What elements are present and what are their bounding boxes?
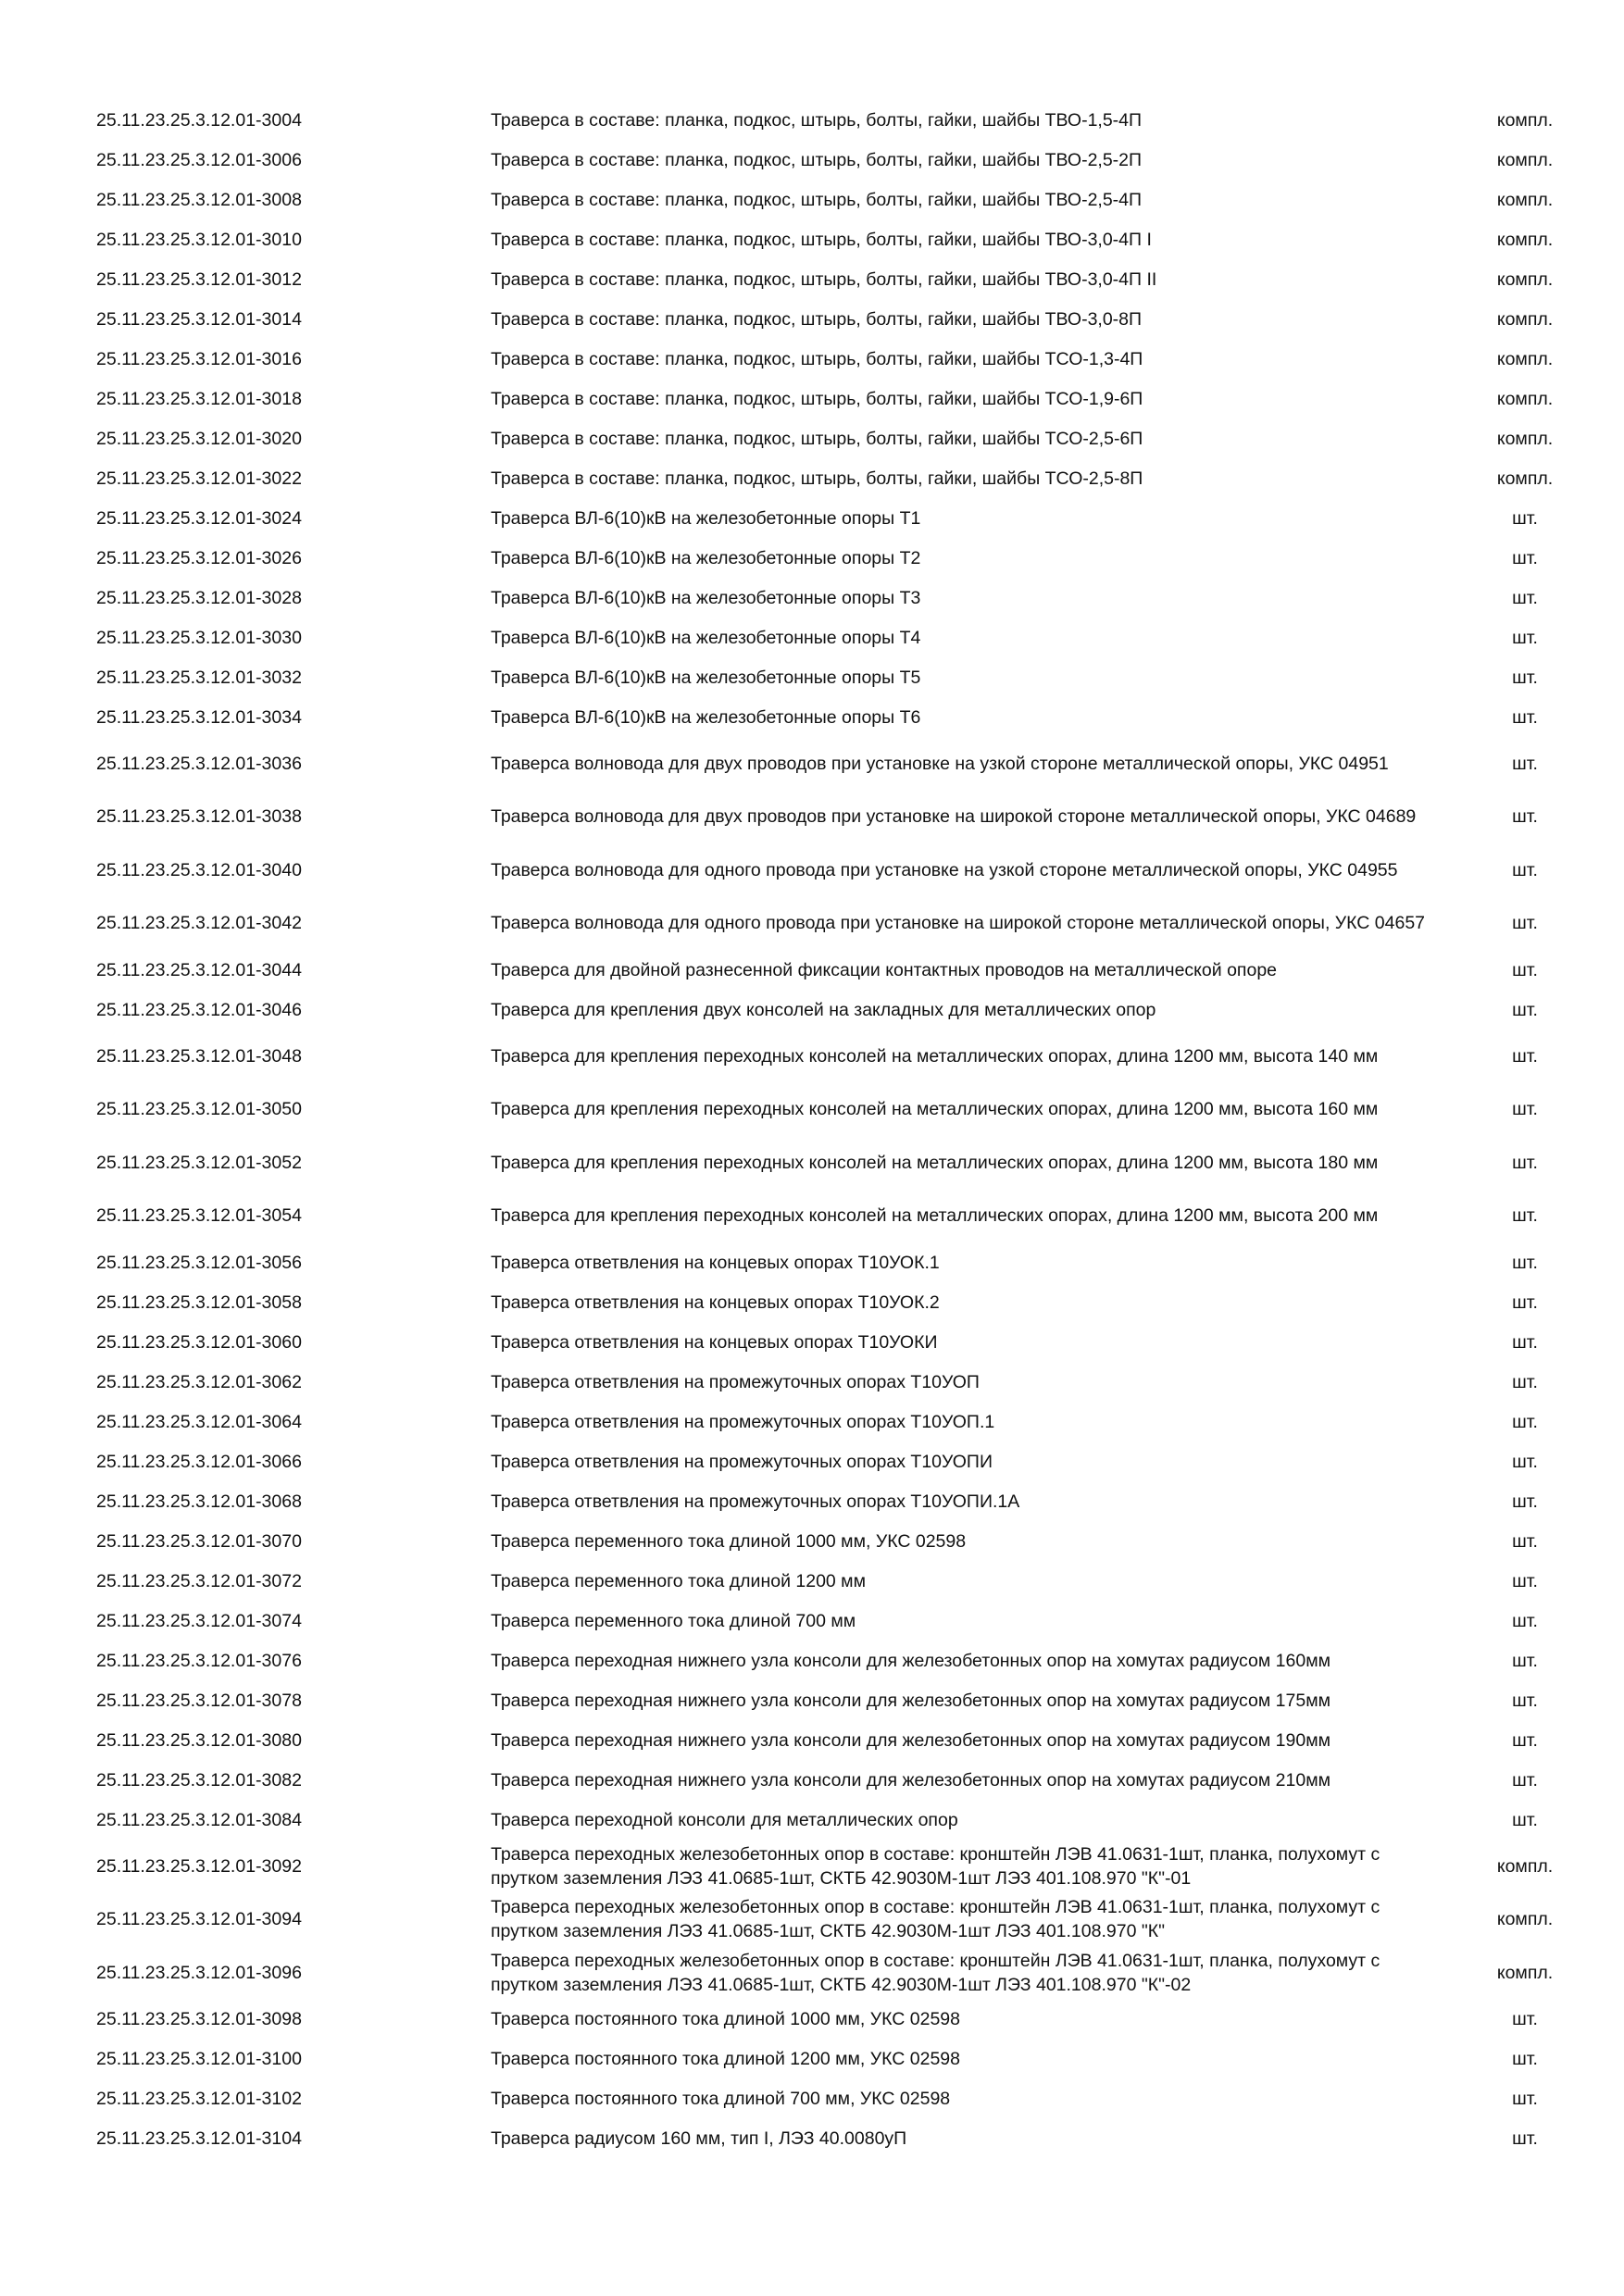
resource-name: Траверса в составе: планка, подкос, штырь, болты, гайки, шайбы ТВО-2,5-4П bbox=[491, 189, 1143, 210]
resource-code: 25.11.23.25.3.12.01-3060 bbox=[96, 1331, 302, 1353]
resource-name: Траверса ответвления на концевых опорах Т10УОК.2 bbox=[491, 1292, 940, 1313]
resource-name: Траверса в составе: планка, подкос, штырь, болты, гайки, шайбы ТСО-1,9-6П bbox=[491, 388, 1143, 409]
resource-code: 25.11.23.25.3.12.01-3042 bbox=[96, 913, 302, 934]
table-row bbox=[96, 299, 1596, 339]
resource-name: Траверса ответвления на промежуточных опорах Т10УОП bbox=[491, 1371, 980, 1392]
unit-of-measure: компл. bbox=[1496, 1909, 1554, 1930]
resource-code: 25.11.23.25.3.12.01-3018 bbox=[96, 388, 302, 409]
unit-of-measure: компл. bbox=[1496, 468, 1554, 489]
unit-of-measure: шт. bbox=[1512, 507, 1538, 529]
unit-of-measure: шт. bbox=[1512, 667, 1538, 688]
resource-code: 25.11.23.25.3.12.01-3102 bbox=[96, 2089, 302, 2109]
unit-of-measure: шт. bbox=[1512, 547, 1538, 568]
table-row bbox=[96, 1402, 1596, 1441]
table-row bbox=[96, 657, 1596, 697]
table-row bbox=[96, 1720, 1596, 1760]
resource-code: 25.11.23.25.3.12.01-3072 bbox=[96, 1570, 302, 1591]
resource-code: 25.11.23.25.3.12.01-3070 bbox=[96, 1530, 302, 1552]
resource-code: 25.11.23.25.3.12.01-3076 bbox=[96, 1650, 302, 1671]
resource-name: Траверса переходных железобетонных опор в составе: кронштейн ЛЭВ 41.0631-1шт, планка, полухомут с прутком заземления ЛЭЗ 41.0685-1шт, СКТБ 42.9030М-1шт ЛЭЗ 401.108.970 "К" bbox=[491, 1897, 1380, 1942]
unit-of-measure: шт. bbox=[1512, 1451, 1538, 1472]
resource-name: Траверса ВЛ-6(10)кВ на железобетонные опоры Т2 bbox=[491, 547, 921, 568]
resource-name: Траверса для крепления переходных консолей на металлических опорах, длина 1200 мм, высота 200 мм bbox=[491, 1205, 1379, 1227]
table-row bbox=[96, 219, 1596, 259]
unit-of-measure: шт. bbox=[1512, 2128, 1538, 2149]
resource-name: Траверса в составе: планка, подкос, штырь, болты, гайки, шайбы ТСО-1,3-4П bbox=[491, 348, 1143, 369]
resource-name: Траверса ответвления на концевых опорах Т10УОК.1 bbox=[491, 1252, 940, 1273]
table-row bbox=[96, 1946, 1596, 2000]
table-row bbox=[96, 1680, 1596, 1720]
resource-code: 25.11.23.25.3.12.01-3036 bbox=[96, 753, 302, 774]
unit-of-measure: компл. bbox=[1496, 308, 1554, 330]
unit-of-measure: шт. bbox=[1512, 999, 1538, 1020]
resource-name: Траверса ВЛ-6(10)кВ на железобетонные опоры Т5 bbox=[491, 667, 921, 688]
resource-code: 25.11.23.25.3.12.01-3016 bbox=[96, 348, 302, 369]
resource-code: 25.11.23.25.3.12.01-3080 bbox=[96, 1729, 302, 1751]
table-row bbox=[96, 791, 1596, 844]
unit-of-measure: компл. bbox=[1496, 109, 1554, 131]
table-row bbox=[96, 538, 1596, 578]
resource-name: Траверса переменного тока длиной 1200 мм bbox=[491, 1570, 866, 1591]
resource-code: 25.11.23.25.3.12.01-3008 bbox=[96, 189, 302, 210]
resource-code: 25.11.23.25.3.12.01-3024 bbox=[96, 507, 302, 529]
unit-of-measure: шт. bbox=[1512, 2089, 1538, 2109]
resource-code: 25.11.23.25.3.12.01-3048 bbox=[96, 1045, 302, 1067]
resource-name: Траверса для крепления двух консолей на закладных для металлических опор bbox=[491, 999, 1156, 1020]
table-row bbox=[96, 990, 1596, 1029]
resource-code: 25.11.23.25.3.12.01-3020 bbox=[96, 428, 302, 449]
resource-name: Траверса переходная нижнего узла консоли для железобетонных опор на хомутах радиусом 210мм bbox=[491, 1769, 1331, 1791]
table-row bbox=[96, 1561, 1596, 1601]
resource-name: Траверса в составе: планка, подкос, штырь, болты, гайки, шайбы ТСО-2,5-6П bbox=[491, 428, 1143, 449]
table-row bbox=[96, 418, 1596, 458]
resource-code: 25.11.23.25.3.12.01-3096 bbox=[96, 1962, 302, 1983]
table-row bbox=[96, 1282, 1596, 1322]
table-row bbox=[96, 1441, 1596, 1481]
resource-name: Траверса ВЛ-6(10)кВ на железобетонные опоры Т1 bbox=[491, 507, 921, 529]
resource-name: Траверса ВЛ-6(10)кВ на железобетонные опоры Т6 bbox=[491, 706, 921, 728]
resource-name: Траверса постоянного тока длиной 1200 мм, УКС 02598 bbox=[491, 2049, 960, 2069]
table-row bbox=[96, 737, 1596, 791]
resource-name: Траверса в составе: планка, подкос, штырь, болты, гайки, шайбы ТВО-3,0-4П I bbox=[491, 229, 1152, 250]
resource-name: Траверса переходная нижнего узла консоли для железобетонных опор на хомутах радиусом 175мм bbox=[491, 1690, 1331, 1711]
table-row bbox=[96, 458, 1596, 498]
resource-code: 25.11.23.25.3.12.01-3040 bbox=[96, 859, 302, 880]
unit-of-measure: шт. bbox=[1512, 1152, 1538, 1173]
table-row bbox=[96, 1893, 1596, 1947]
resource-name: Траверса переходная нижнего узла консоли для железобетонных опор на хомутах радиусом 160мм bbox=[491, 1650, 1331, 1671]
table-row bbox=[96, 1362, 1596, 1402]
resource-code: 25.11.23.25.3.12.01-3074 bbox=[96, 1610, 302, 1631]
unit-of-measure: компл. bbox=[1496, 1855, 1554, 1877]
unit-of-measure: шт. bbox=[1512, 1650, 1538, 1671]
table-row bbox=[96, 2079, 1596, 2119]
resource-name: Траверса ответвления на концевых опорах Т10УОКИ bbox=[491, 1331, 938, 1353]
resource-code: 25.11.23.25.3.12.01-3038 bbox=[96, 806, 302, 828]
table-row bbox=[96, 1521, 1596, 1561]
unit-of-measure: шт. bbox=[1512, 1371, 1538, 1392]
table-row bbox=[96, 1641, 1596, 1680]
resource-code: 25.11.23.25.3.12.01-3034 bbox=[96, 706, 302, 728]
resource-code: 25.11.23.25.3.12.01-3056 bbox=[96, 1252, 302, 1273]
resource-name: Траверса ответвления на промежуточных опорах Т10УОП.1 bbox=[491, 1411, 995, 1432]
price-table bbox=[96, 100, 1596, 2159]
resource-code: 25.11.23.25.3.12.01-3078 bbox=[96, 1690, 302, 1711]
resource-name: Траверса для крепления переходных консолей на металлических опорах, длина 1200 мм, высота 160 мм bbox=[491, 1099, 1379, 1120]
unit-of-measure: шт. bbox=[1512, 1610, 1538, 1631]
table-row bbox=[96, 259, 1596, 299]
unit-of-measure: шт. bbox=[1512, 959, 1538, 980]
table-row bbox=[96, 1840, 1596, 1893]
resource-code: 25.11.23.25.3.12.01-3046 bbox=[96, 999, 302, 1020]
resource-name: Траверса для двойной разнесенной фиксации контактных проводов на металлической опоре bbox=[491, 959, 1278, 980]
table-row bbox=[96, 1029, 1596, 1083]
resource-code: 25.11.23.25.3.12.01-3028 bbox=[96, 587, 302, 608]
resource-code: 25.11.23.25.3.12.01-3068 bbox=[96, 1491, 302, 1512]
unit-of-measure: шт. bbox=[1512, 1292, 1538, 1313]
unit-of-measure: компл. bbox=[1496, 1962, 1554, 1983]
unit-of-measure: шт. bbox=[1512, 753, 1538, 774]
resource-name: Траверса для крепления переходных консолей на металлических опорах, длина 1200 мм, высота 140 мм bbox=[491, 1045, 1379, 1067]
resource-name: Траверса в составе: планка, подкос, штырь, болты, гайки, шайбы ТВО-3,0-4П II bbox=[491, 268, 1157, 290]
resource-code: 25.11.23.25.3.12.01-3092 bbox=[96, 1855, 302, 1877]
table-row bbox=[96, 618, 1596, 657]
resource-code: 25.11.23.25.3.12.01-3032 bbox=[96, 667, 302, 688]
unit-of-measure: компл. bbox=[1496, 428, 1554, 449]
resource-code: 25.11.23.25.3.12.01-3012 bbox=[96, 268, 302, 290]
resource-name: Траверса ответвления на промежуточных опорах Т10УОПИ.1А bbox=[491, 1491, 1020, 1512]
unit-of-measure: шт. bbox=[1512, 859, 1538, 880]
resource-code: 25.11.23.25.3.12.01-3064 bbox=[96, 1411, 302, 1432]
unit-of-measure: компл. bbox=[1496, 229, 1554, 250]
resource-code: 25.11.23.25.3.12.01-3054 bbox=[96, 1205, 302, 1227]
unit-of-measure: шт. bbox=[1512, 1809, 1538, 1830]
unit-of-measure: шт. bbox=[1512, 706, 1538, 728]
table-row bbox=[96, 1136, 1596, 1190]
unit-of-measure: шт. bbox=[1512, 1570, 1538, 1591]
resource-name: Траверса переходных железобетонных опор в составе: кронштейн ЛЭВ 41.0631-1шт, планка, полухомут с прутком заземления ЛЭЗ 41.0685-1шт, СКТБ 42.9030М-1шт ЛЭЗ 401.108.970 "К"-02 bbox=[491, 1950, 1380, 1995]
table-row bbox=[96, 843, 1596, 897]
table-row bbox=[96, 950, 1596, 990]
resource-name: Траверса переходной консоли для металлических опор bbox=[491, 1809, 958, 1830]
table-row bbox=[96, 578, 1596, 618]
unit-of-measure: шт. bbox=[1512, 1205, 1538, 1227]
resource-name: Траверса постоянного тока длиной 700 мм, УКС 02598 bbox=[491, 2089, 951, 2109]
resource-code: 25.11.23.25.3.12.01-3094 bbox=[96, 1909, 302, 1930]
resource-name: Траверса волновода для одного провода при установке на узкой стороне металлической опоры, УКС 04955 bbox=[491, 859, 1398, 880]
table-row bbox=[96, 498, 1596, 538]
table-row bbox=[96, 2040, 1596, 2079]
table-row bbox=[96, 1322, 1596, 1362]
resource-code: 25.11.23.25.3.12.01-3058 bbox=[96, 1292, 302, 1313]
unit-of-measure: шт. bbox=[1512, 1530, 1538, 1552]
unit-of-measure: шт. bbox=[1512, 1045, 1538, 1067]
resource-name: Траверса постоянного тока длиной 1000 мм, УКС 02598 bbox=[491, 2009, 960, 2029]
unit-of-measure: компл. bbox=[1496, 189, 1554, 210]
resource-name: Траверса переходная нижнего узла консоли для железобетонных опор на хомутах радиусом 190мм bbox=[491, 1729, 1331, 1751]
unit-of-measure: шт. bbox=[1512, 1729, 1538, 1751]
unit-of-measure: шт. bbox=[1512, 1331, 1538, 1353]
resource-name: Траверса радиусом 160 мм, тип I, ЛЭЗ 40.0080уП bbox=[491, 2128, 907, 2149]
table-row bbox=[96, 180, 1596, 219]
resource-code: 25.11.23.25.3.12.01-3052 bbox=[96, 1152, 302, 1173]
resource-code: 25.11.23.25.3.12.01-3082 bbox=[96, 1769, 302, 1791]
table-row bbox=[96, 1800, 1596, 1840]
unit-of-measure: шт. bbox=[1512, 627, 1538, 648]
unit-of-measure: компл. bbox=[1496, 268, 1554, 290]
resource-name: Траверса в составе: планка, подкос, штырь, болты, гайки, шайбы ТВО-1,5-4П bbox=[491, 109, 1143, 131]
resource-code: 25.11.23.25.3.12.01-3006 bbox=[96, 149, 302, 170]
unit-of-measure: шт. bbox=[1512, 1252, 1538, 1273]
table-row bbox=[96, 1481, 1596, 1521]
resource-code: 25.11.23.25.3.12.01-3100 bbox=[96, 2049, 302, 2069]
unit-of-measure: шт. bbox=[1512, 1099, 1538, 1120]
resource-code: 25.11.23.25.3.12.01-3104 bbox=[96, 2128, 302, 2149]
unit-of-measure: шт. bbox=[1512, 806, 1538, 828]
table-row bbox=[96, 379, 1596, 418]
unit-of-measure: шт. bbox=[1512, 913, 1538, 934]
table-row bbox=[96, 1083, 1596, 1137]
resource-name: Траверса волновода для двух проводов при установке на широкой стороне металлической опоры, УКС 04689 bbox=[491, 806, 1417, 828]
resource-name: Траверса в составе: планка, подкос, штырь, болты, гайки, шайбы ТВО-2,5-2П bbox=[491, 149, 1143, 170]
resource-name: Траверса в составе: планка, подкос, штырь, болты, гайки, шайбы ТВО-3,0-8П bbox=[491, 308, 1143, 330]
unit-of-measure: компл. bbox=[1496, 149, 1554, 170]
table-row bbox=[96, 339, 1596, 379]
resource-name: Траверса переходных железобетонных опор в составе: кронштейн ЛЭВ 41.0631-1шт, планка, полухомут с прутком заземления ЛЭЗ 41.0685-1шт, СКТБ 42.9030М-1шт ЛЭЗ 401.108.970 "К"-01 bbox=[491, 1843, 1380, 1889]
unit-of-measure: компл. bbox=[1496, 388, 1554, 409]
resource-name: Траверса волновода для двух проводов при установке на узкой стороне металлической опоры, УКС 04951 bbox=[491, 753, 1389, 774]
resource-code: 25.11.23.25.3.12.01-3044 bbox=[96, 959, 302, 980]
table-row bbox=[96, 2119, 1596, 2159]
resource-code: 25.11.23.25.3.12.01-3050 bbox=[96, 1099, 302, 1120]
resource-code: 25.11.23.25.3.12.01-3030 bbox=[96, 627, 302, 648]
unit-of-measure: шт. bbox=[1512, 1769, 1538, 1791]
table-row bbox=[96, 1242, 1596, 1282]
resource-name: Траверса ВЛ-6(10)кВ на железобетонные опоры Т4 bbox=[491, 627, 921, 648]
resource-name: Траверса переменного тока длиной 700 мм bbox=[491, 1610, 856, 1631]
resource-code: 25.11.23.25.3.12.01-3004 bbox=[96, 109, 302, 131]
table-row bbox=[96, 2000, 1596, 2040]
table-row bbox=[96, 697, 1596, 737]
resource-code: 25.11.23.25.3.12.01-3022 bbox=[96, 468, 302, 489]
resource-code: 25.11.23.25.3.12.01-3014 bbox=[96, 308, 302, 330]
resource-name: Траверса ответвления на промежуточных опорах Т10УОПИ bbox=[491, 1451, 993, 1472]
table-row bbox=[96, 140, 1596, 180]
table-row bbox=[96, 100, 1596, 140]
unit-of-measure: компл. bbox=[1496, 348, 1554, 369]
table-row bbox=[96, 897, 1596, 951]
unit-of-measure: шт. bbox=[1512, 587, 1538, 608]
resource-name: Траверса для крепления переходных консолей на металлических опорах, длина 1200 мм, высота 180 мм bbox=[491, 1152, 1379, 1173]
resource-name: Траверса в составе: планка, подкос, штырь, болты, гайки, шайбы ТСО-2,5-8П bbox=[491, 468, 1143, 489]
resource-code: 25.11.23.25.3.12.01-3010 bbox=[96, 229, 302, 250]
unit-of-measure: шт. bbox=[1512, 2049, 1538, 2069]
unit-of-measure: шт. bbox=[1512, 1690, 1538, 1711]
resource-name: Траверса волновода для одного провода при установке на широкой стороне металлической опоры, УКС 04657 bbox=[491, 913, 1426, 934]
resource-code: 25.11.23.25.3.12.01-3084 bbox=[96, 1809, 302, 1830]
resource-name: Траверса переменного тока длиной 1000 мм, УКС 02598 bbox=[491, 1530, 967, 1552]
resource-code: 25.11.23.25.3.12.01-3066 bbox=[96, 1451, 302, 1472]
resource-name: Траверса ВЛ-6(10)кВ на железобетонные опоры Т3 bbox=[491, 587, 921, 608]
table-row bbox=[96, 1601, 1596, 1641]
resource-code: 25.11.23.25.3.12.01-3062 bbox=[96, 1371, 302, 1392]
resource-code: 25.11.23.25.3.12.01-3026 bbox=[96, 547, 302, 568]
table-row bbox=[96, 1760, 1596, 1800]
unit-of-measure: шт. bbox=[1512, 2009, 1538, 2029]
table-row bbox=[96, 1190, 1596, 1243]
unit-of-measure: шт. bbox=[1512, 1411, 1538, 1432]
unit-of-measure: шт. bbox=[1512, 1491, 1538, 1512]
resource-code: 25.11.23.25.3.12.01-3098 bbox=[96, 2009, 302, 2029]
